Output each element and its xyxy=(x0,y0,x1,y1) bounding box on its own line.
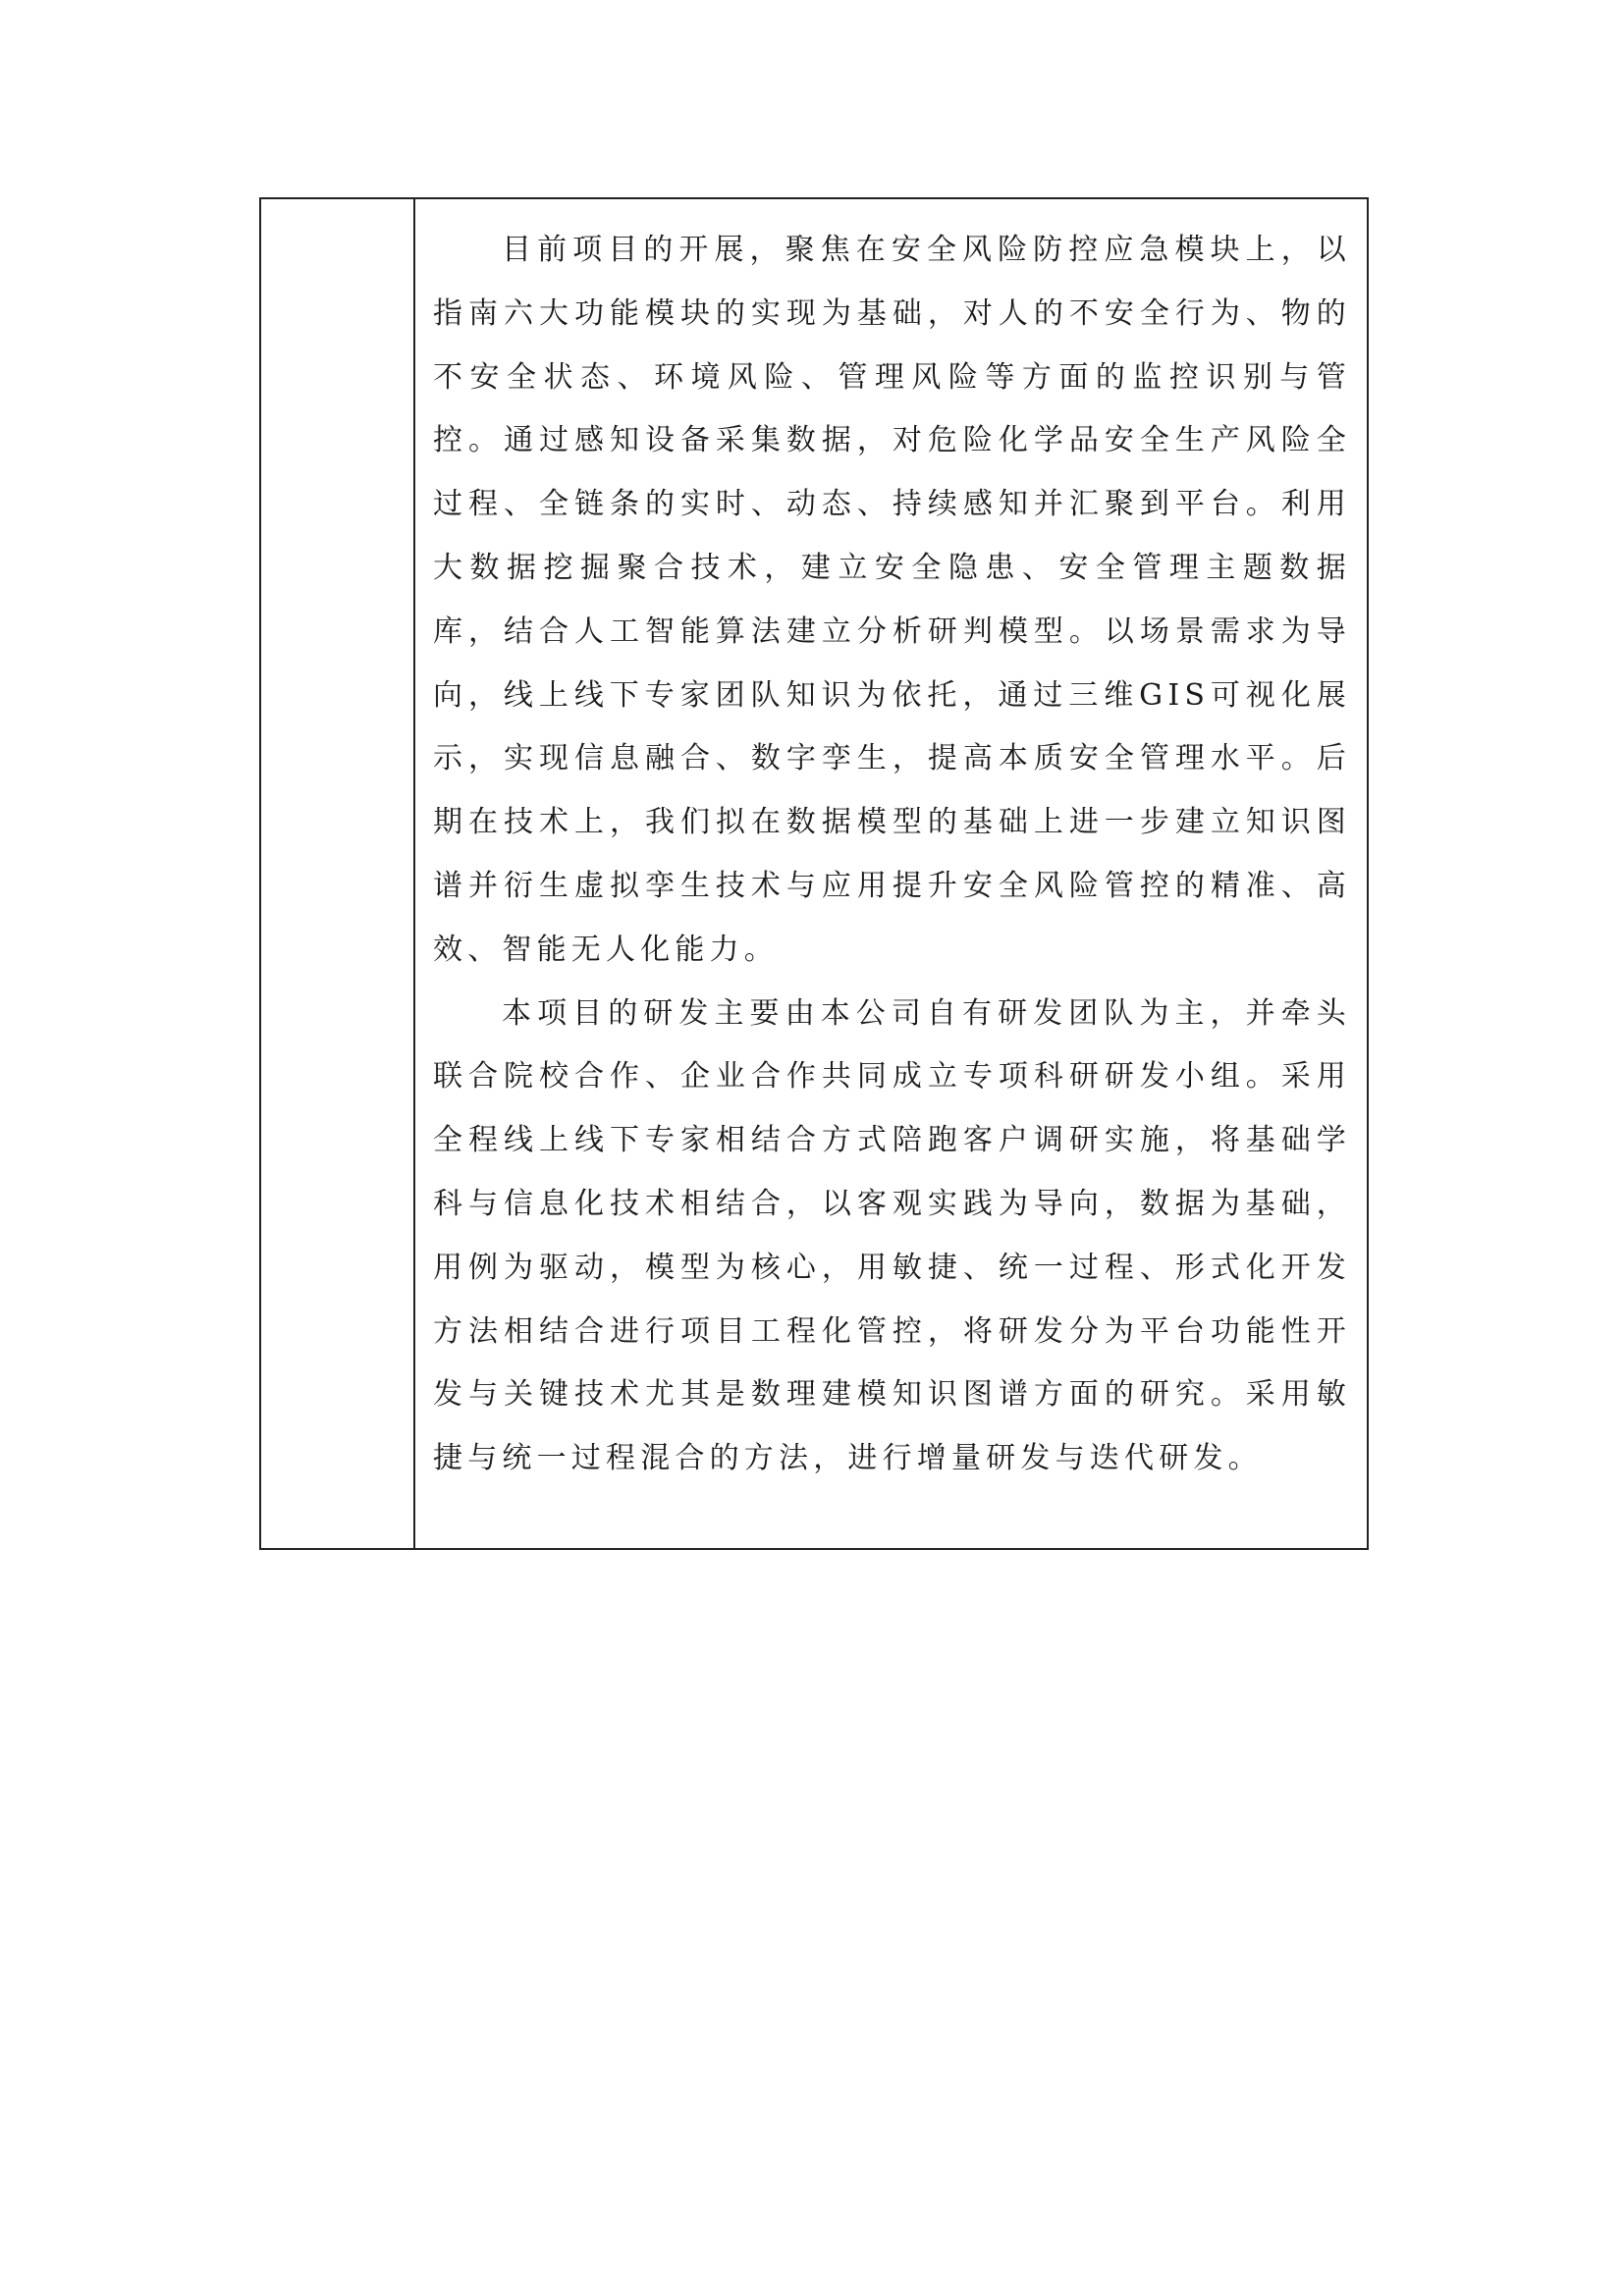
table-label-cell xyxy=(261,199,415,1548)
table-content-cell xyxy=(415,199,1367,1548)
body-paragraph-2: 本项目的研发主要由本公司自有研发团队为主，并牵头联合院校合作、企业合作共同成立专项科研研发小组。采用全程线上线下专家相结合方式陪跑客户调研实施，将基础学科与信息化技术相结合，以客观实践为导向，数据为基础，用例为驱动，模型为核心，用敏捷、统一过程、形式化开发方法相结合进行项目工程化管控，将研发分为平台功能性开发与关键技术尤其是数理建模知识图谱方面的研究。采用敏捷与统一过程混合的方法，进行增量研发与迭代研发。 xyxy=(433,995,1351,1476)
form-table xyxy=(259,197,1369,1550)
body-paragraph-1: 目前项目的开展，聚焦在安全风险防控应急模块上，以指南六大功能模块的实现为基础，对人的不安全行为、物的不安全状态、环境风险、管理风险等方面的监控识别与管控。通过感知设备采集数据，对危险化学品安全生产风险全过程、全链条的实时、动态、持续感知并汇聚到平台。利用大数据挖掘聚合技术，建立安全隐患、安全管理主题数据库，结合人工智能算法建立分析研判模型。以场景需求为导向，线上线下专家团队知识为依托，通过三维GIS可视化展示，实现信息融合、数字孪生，提高本质安全管理水平。后期在技术上，我们拟在数据模型的基础上进一步建立知识图谱并衍生虚拟孪生技术与应用提升安全风险管控的精准、高效、智能无人化能力。 xyxy=(433,233,1351,967)
